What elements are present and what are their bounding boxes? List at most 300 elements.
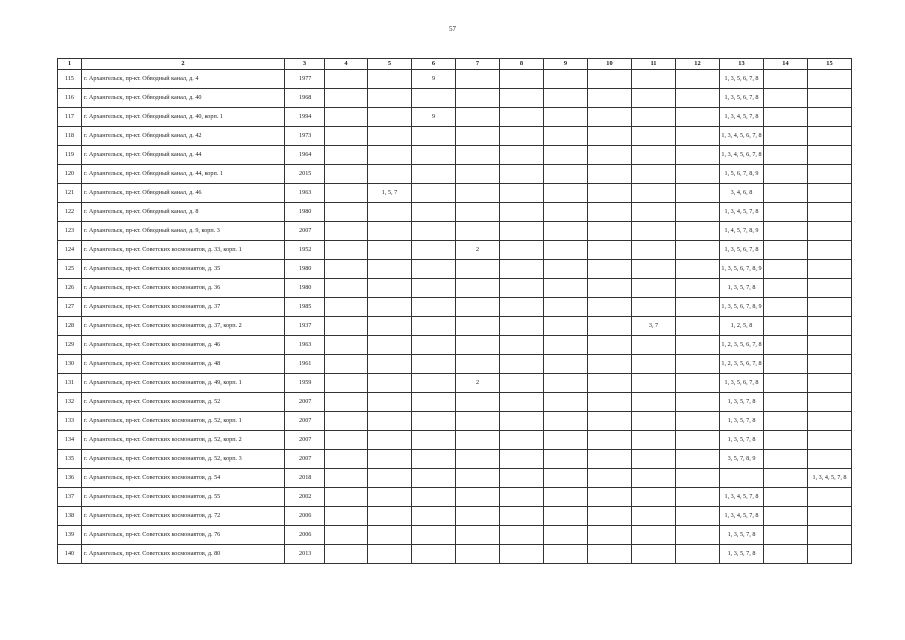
table-row — [58, 89, 852, 108]
col-7-cell — [456, 393, 500, 412]
col-5-cell — [368, 89, 412, 108]
col-14-cell — [764, 431, 808, 450]
col-13-cell: 1, 4, 5, 7, 8, 9 — [720, 222, 764, 241]
col-12-cell — [676, 222, 720, 241]
col-8-cell — [500, 203, 544, 222]
year-cell: 2007 — [285, 222, 325, 241]
col-14-cell — [764, 241, 808, 260]
col-14-cell — [764, 184, 808, 203]
col-10-cell — [588, 355, 632, 374]
col-8-cell — [500, 127, 544, 146]
col-4-cell — [325, 355, 368, 374]
col-13-cell: 1, 3, 4, 5, 6, 7, 8 — [720, 146, 764, 165]
data-table — [57, 58, 852, 564]
col-13-cell: 1, 3, 5, 7, 8 — [720, 393, 764, 412]
col-4-cell — [325, 146, 368, 165]
column-header: 9 — [544, 59, 588, 70]
table-row — [58, 279, 852, 298]
col-7-cell — [456, 165, 500, 184]
row-number-cell: 119 — [58, 146, 82, 165]
col-11-cell — [632, 146, 676, 165]
col-5-cell — [368, 203, 412, 222]
table-row — [58, 241, 852, 260]
row-number-cell: 122 — [58, 203, 82, 222]
col-8-cell — [500, 450, 544, 469]
col-5-cell — [368, 374, 412, 393]
col-7-cell — [456, 507, 500, 526]
col-14-cell — [764, 108, 808, 127]
col-7-cell — [456, 260, 500, 279]
col-5-cell — [368, 127, 412, 146]
col-14-cell — [764, 488, 808, 507]
col-12-cell — [676, 450, 720, 469]
col-15-cell: 1, 3, 4, 5, 7, 8 — [808, 469, 852, 488]
col-5-cell — [368, 355, 412, 374]
col-14-cell — [764, 450, 808, 469]
col-5-cell — [368, 222, 412, 241]
col-13-cell: 3, 5, 7, 8, 9 — [720, 450, 764, 469]
col-5-cell — [368, 70, 412, 89]
column-header: 13 — [720, 59, 764, 70]
col-10-cell — [588, 488, 632, 507]
col-12-cell — [676, 393, 720, 412]
col-9-cell — [544, 393, 588, 412]
table-row — [58, 431, 852, 450]
address-cell: г. Архангельск, пр-кт. Советских космонавтов, д. 35 — [82, 260, 285, 279]
col-13-cell: 1, 3, 4, 5, 7, 8 — [720, 488, 764, 507]
col-9-cell — [544, 317, 588, 336]
col-10-cell — [588, 146, 632, 165]
address-cell: г. Архангельск, пр-кт. Обводный канал, д. 4 — [82, 70, 285, 89]
row-number-cell: 139 — [58, 526, 82, 545]
col-13-cell: 1, 2, 3, 5, 6, 7, 8 — [720, 336, 764, 355]
year-cell: 2018 — [285, 469, 325, 488]
table-row — [58, 203, 852, 222]
address-cell: г. Архангельск, пр-кт. Советских космонавтов, д. 48 — [82, 355, 285, 374]
year-cell: 1968 — [285, 89, 325, 108]
col-15-cell — [808, 298, 852, 317]
table-header-row — [58, 59, 852, 70]
col-7-cell: 2 — [456, 241, 500, 260]
col-13-cell: 1, 3, 4, 5, 6, 7, 8 — [720, 127, 764, 146]
col-6-cell — [412, 412, 456, 431]
col-8-cell — [500, 108, 544, 127]
col-10-cell — [588, 298, 632, 317]
row-number-cell: 131 — [58, 374, 82, 393]
col-4-cell — [325, 526, 368, 545]
col-14-cell — [764, 412, 808, 431]
address-cell: г. Архангельск, пр-кт. Обводный канал, д. 44 — [82, 146, 285, 165]
col-13-cell: 1, 3, 5, 6, 7, 8 — [720, 70, 764, 89]
col-12-cell — [676, 279, 720, 298]
col-11-cell — [632, 374, 676, 393]
col-14-cell — [764, 298, 808, 317]
col-6-cell — [412, 279, 456, 298]
col-8-cell — [500, 241, 544, 260]
address-cell: г. Архангельск, пр-кт. Обводный канал, д. 46 — [82, 184, 285, 203]
col-5-cell — [368, 298, 412, 317]
col-14-cell — [764, 526, 808, 545]
col-10-cell — [588, 70, 632, 89]
col-13-cell: 1, 5, 6, 7, 8, 9 — [720, 165, 764, 184]
col-10-cell — [588, 412, 632, 431]
year-cell: 2007 — [285, 450, 325, 469]
row-number-cell: 129 — [58, 336, 82, 355]
col-8-cell — [500, 317, 544, 336]
col-11-cell — [632, 355, 676, 374]
col-8-cell — [500, 507, 544, 526]
col-11-cell — [632, 108, 676, 127]
col-5-cell — [368, 469, 412, 488]
row-number-cell: 128 — [58, 317, 82, 336]
col-4-cell — [325, 222, 368, 241]
col-11-cell — [632, 222, 676, 241]
col-7-cell — [456, 450, 500, 469]
column-header: 15 — [808, 59, 852, 70]
col-11-cell — [632, 241, 676, 260]
col-13-cell: 3, 4, 6, 8 — [720, 184, 764, 203]
col-7-cell — [456, 298, 500, 317]
col-9-cell — [544, 336, 588, 355]
row-number-cell: 123 — [58, 222, 82, 241]
col-11-cell — [632, 526, 676, 545]
col-6-cell — [412, 545, 456, 564]
col-11-cell — [632, 260, 676, 279]
col-6-cell: 9 — [412, 70, 456, 89]
column-header: 7 — [456, 59, 500, 70]
table-row — [58, 469, 852, 488]
column-header: 12 — [676, 59, 720, 70]
col-10-cell — [588, 203, 632, 222]
col-11-cell — [632, 165, 676, 184]
col-8-cell — [500, 184, 544, 203]
col-14-cell — [764, 355, 808, 374]
col-7-cell — [456, 431, 500, 450]
col-12-cell — [676, 545, 720, 564]
col-13-cell: 1, 3, 4, 5, 7, 8 — [720, 108, 764, 127]
col-9-cell — [544, 545, 588, 564]
table-row — [58, 317, 852, 336]
address-cell: г. Архангельск, пр-кт. Советских космонавтов, д. 49, корп. 1 — [82, 374, 285, 393]
col-12-cell — [676, 526, 720, 545]
year-cell: 2007 — [285, 412, 325, 431]
address-cell: г. Архангельск, пр-кт. Советских космонавтов, д. 37 — [82, 298, 285, 317]
address-cell: г. Архангельск, пр-кт. Советских космонавтов, д. 52 — [82, 393, 285, 412]
col-13-cell: 1, 2, 5, 8 — [720, 317, 764, 336]
year-cell: 2007 — [285, 393, 325, 412]
col-11-cell — [632, 89, 676, 108]
col-15-cell — [808, 355, 852, 374]
row-number-cell: 135 — [58, 450, 82, 469]
address-cell: г. Архангельск, пр-кт. Обводный канал, д. 9, корп. 3 — [82, 222, 285, 241]
col-8-cell — [500, 298, 544, 317]
address-cell: г. Архангельск, пр-кт. Советских космонавтов, д. 76 — [82, 526, 285, 545]
year-cell: 1994 — [285, 108, 325, 127]
row-number-cell: 120 — [58, 165, 82, 184]
col-6-cell — [412, 146, 456, 165]
col-12-cell — [676, 260, 720, 279]
col-6-cell — [412, 431, 456, 450]
year-cell: 1973 — [285, 127, 325, 146]
col-4-cell — [325, 260, 368, 279]
col-12-cell — [676, 355, 720, 374]
row-number-cell: 117 — [58, 108, 82, 127]
year-cell: 1980 — [285, 260, 325, 279]
col-12-cell — [676, 412, 720, 431]
col-13-cell: 1, 3, 5, 7, 8 — [720, 431, 764, 450]
col-15-cell — [808, 279, 852, 298]
table-row — [58, 146, 852, 165]
col-12-cell — [676, 431, 720, 450]
col-11-cell — [632, 488, 676, 507]
col-15-cell — [808, 108, 852, 127]
col-14-cell — [764, 165, 808, 184]
year-cell: 2013 — [285, 545, 325, 564]
year-cell: 2007 — [285, 431, 325, 450]
col-10-cell — [588, 127, 632, 146]
col-15-cell — [808, 526, 852, 545]
column-header: 10 — [588, 59, 632, 70]
col-5-cell — [368, 393, 412, 412]
col-14-cell — [764, 393, 808, 412]
col-15-cell — [808, 165, 852, 184]
column-header: 11 — [632, 59, 676, 70]
col-4-cell — [325, 241, 368, 260]
col-6-cell — [412, 127, 456, 146]
col-11-cell — [632, 545, 676, 564]
col-12-cell — [676, 374, 720, 393]
col-13-cell: 1, 3, 5, 6, 7, 8 — [720, 241, 764, 260]
col-10-cell — [588, 545, 632, 564]
col-11-cell — [632, 127, 676, 146]
col-7-cell — [456, 203, 500, 222]
col-5-cell — [368, 412, 412, 431]
col-11-cell — [632, 336, 676, 355]
col-8-cell — [500, 374, 544, 393]
col-11-cell — [632, 393, 676, 412]
col-8-cell — [500, 393, 544, 412]
col-5-cell — [368, 545, 412, 564]
row-number-cell: 126 — [58, 279, 82, 298]
col-9-cell — [544, 488, 588, 507]
col-14-cell — [764, 374, 808, 393]
col-7-cell — [456, 469, 500, 488]
col-7-cell — [456, 279, 500, 298]
table-row — [58, 355, 852, 374]
column-header: 3 — [285, 59, 325, 70]
col-5-cell — [368, 526, 412, 545]
col-14-cell — [764, 507, 808, 526]
table-row — [58, 165, 852, 184]
col-14-cell — [764, 545, 808, 564]
col-7-cell — [456, 146, 500, 165]
col-13-cell: 1, 2, 3, 5, 6, 7, 8 — [720, 355, 764, 374]
col-10-cell — [588, 336, 632, 355]
col-10-cell — [588, 450, 632, 469]
col-8-cell — [500, 336, 544, 355]
col-9-cell — [544, 165, 588, 184]
col-5-cell — [368, 488, 412, 507]
col-5-cell — [368, 431, 412, 450]
table-row — [58, 260, 852, 279]
year-cell: 1964 — [285, 146, 325, 165]
row-number-cell: 138 — [58, 507, 82, 526]
col-10-cell — [588, 241, 632, 260]
table-row — [58, 393, 852, 412]
table-row — [58, 127, 852, 146]
col-8-cell — [500, 165, 544, 184]
col-11-cell — [632, 70, 676, 89]
col-7-cell — [456, 70, 500, 89]
table-row — [58, 488, 852, 507]
row-number-cell: 121 — [58, 184, 82, 203]
col-6-cell — [412, 488, 456, 507]
column-header: 5 — [368, 59, 412, 70]
col-13-cell: 1, 3, 5, 7, 8 — [720, 526, 764, 545]
row-number-cell: 140 — [58, 545, 82, 564]
year-cell: 1963 — [285, 336, 325, 355]
col-12-cell — [676, 336, 720, 355]
address-cell: г. Архангельск, пр-кт. Обводный канал, д. 42 — [82, 127, 285, 146]
col-4-cell — [325, 70, 368, 89]
address-cell: г. Архангельск, пр-кт. Советских космонавтов, д. 33, корп. 1 — [82, 241, 285, 260]
col-8-cell — [500, 412, 544, 431]
column-header: 4 — [325, 59, 368, 70]
table-row — [58, 450, 852, 469]
row-number-cell: 132 — [58, 393, 82, 412]
col-4-cell — [325, 469, 368, 488]
col-9-cell — [544, 431, 588, 450]
col-9-cell — [544, 146, 588, 165]
col-15-cell — [808, 146, 852, 165]
col-7-cell — [456, 108, 500, 127]
col-14-cell — [764, 70, 808, 89]
year-cell: 1952 — [285, 241, 325, 260]
col-6-cell — [412, 298, 456, 317]
col-8-cell — [500, 431, 544, 450]
col-8-cell — [500, 222, 544, 241]
col-4-cell — [325, 184, 368, 203]
col-12-cell — [676, 165, 720, 184]
col-6-cell — [412, 355, 456, 374]
col-13-cell: 1, 3, 5, 6, 7, 8 — [720, 374, 764, 393]
col-15-cell — [808, 374, 852, 393]
col-5-cell — [368, 146, 412, 165]
col-5-cell — [368, 279, 412, 298]
col-6-cell — [412, 184, 456, 203]
col-14-cell — [764, 89, 808, 108]
col-5-cell — [368, 336, 412, 355]
col-15-cell — [808, 203, 852, 222]
address-cell: г. Архангельск, пр-кт. Обводный канал, д. 44, корп. 1 — [82, 165, 285, 184]
col-10-cell — [588, 431, 632, 450]
col-4-cell — [325, 488, 368, 507]
table-row — [58, 108, 852, 127]
column-header: 14 — [764, 59, 808, 70]
col-12-cell — [676, 184, 720, 203]
col-9-cell — [544, 526, 588, 545]
year-cell: 2015 — [285, 165, 325, 184]
col-8-cell — [500, 70, 544, 89]
col-5-cell — [368, 260, 412, 279]
col-10-cell — [588, 89, 632, 108]
col-7-cell — [456, 412, 500, 431]
col-9-cell — [544, 507, 588, 526]
col-13-cell: 1, 3, 5, 6, 7, 8, 9 — [720, 298, 764, 317]
col-9-cell — [544, 70, 588, 89]
col-13-cell: 1, 3, 5, 7, 8 — [720, 279, 764, 298]
col-14-cell — [764, 336, 808, 355]
col-14-cell — [764, 317, 808, 336]
col-11-cell — [632, 507, 676, 526]
col-11-cell — [632, 431, 676, 450]
col-13-cell: 1, 3, 4, 5, 7, 8 — [720, 507, 764, 526]
address-cell: г. Архангельск, пр-кт. Обводный канал, д. 40, корп. 1 — [82, 108, 285, 127]
col-4-cell — [325, 298, 368, 317]
col-10-cell — [588, 317, 632, 336]
col-15-cell — [808, 431, 852, 450]
col-8-cell — [500, 469, 544, 488]
col-4-cell — [325, 545, 368, 564]
col-7-cell — [456, 355, 500, 374]
page-number: 57 — [449, 25, 456, 33]
col-15-cell — [808, 222, 852, 241]
col-6-cell — [412, 241, 456, 260]
col-7-cell — [456, 317, 500, 336]
col-14-cell — [764, 279, 808, 298]
col-6-cell — [412, 336, 456, 355]
col-15-cell — [808, 450, 852, 469]
year-cell: 1961 — [285, 355, 325, 374]
col-4-cell — [325, 374, 368, 393]
col-7-cell — [456, 127, 500, 146]
table-row — [58, 222, 852, 241]
col-10-cell — [588, 279, 632, 298]
col-15-cell — [808, 127, 852, 146]
col-6-cell: 9 — [412, 108, 456, 127]
row-number-cell: 136 — [58, 469, 82, 488]
col-8-cell — [500, 279, 544, 298]
year-cell: 1963 — [285, 184, 325, 203]
col-5-cell — [368, 450, 412, 469]
year-cell: 1985 — [285, 298, 325, 317]
column-header: 1 — [58, 59, 82, 70]
col-6-cell — [412, 165, 456, 184]
col-15-cell — [808, 89, 852, 108]
address-cell: г. Архангельск, пр-кт. Обводный канал, д. 8 — [82, 203, 285, 222]
row-number-cell: 134 — [58, 431, 82, 450]
col-6-cell — [412, 203, 456, 222]
col-9-cell — [544, 469, 588, 488]
col-14-cell — [764, 260, 808, 279]
col-13-cell: 1, 3, 5, 6, 7, 8, 9 — [720, 260, 764, 279]
table-row — [58, 526, 852, 545]
col-4-cell — [325, 127, 368, 146]
col-9-cell — [544, 222, 588, 241]
col-9-cell — [544, 374, 588, 393]
column-header: 2 — [82, 59, 285, 70]
year-cell: 1937 — [285, 317, 325, 336]
col-11-cell — [632, 184, 676, 203]
col-10-cell — [588, 184, 632, 203]
col-14-cell — [764, 469, 808, 488]
col-10-cell — [588, 393, 632, 412]
col-4-cell — [325, 336, 368, 355]
col-8-cell — [500, 488, 544, 507]
col-14-cell — [764, 127, 808, 146]
address-cell: г. Архангельск, пр-кт. Советских космонавтов, д. 55 — [82, 488, 285, 507]
col-4-cell — [325, 317, 368, 336]
